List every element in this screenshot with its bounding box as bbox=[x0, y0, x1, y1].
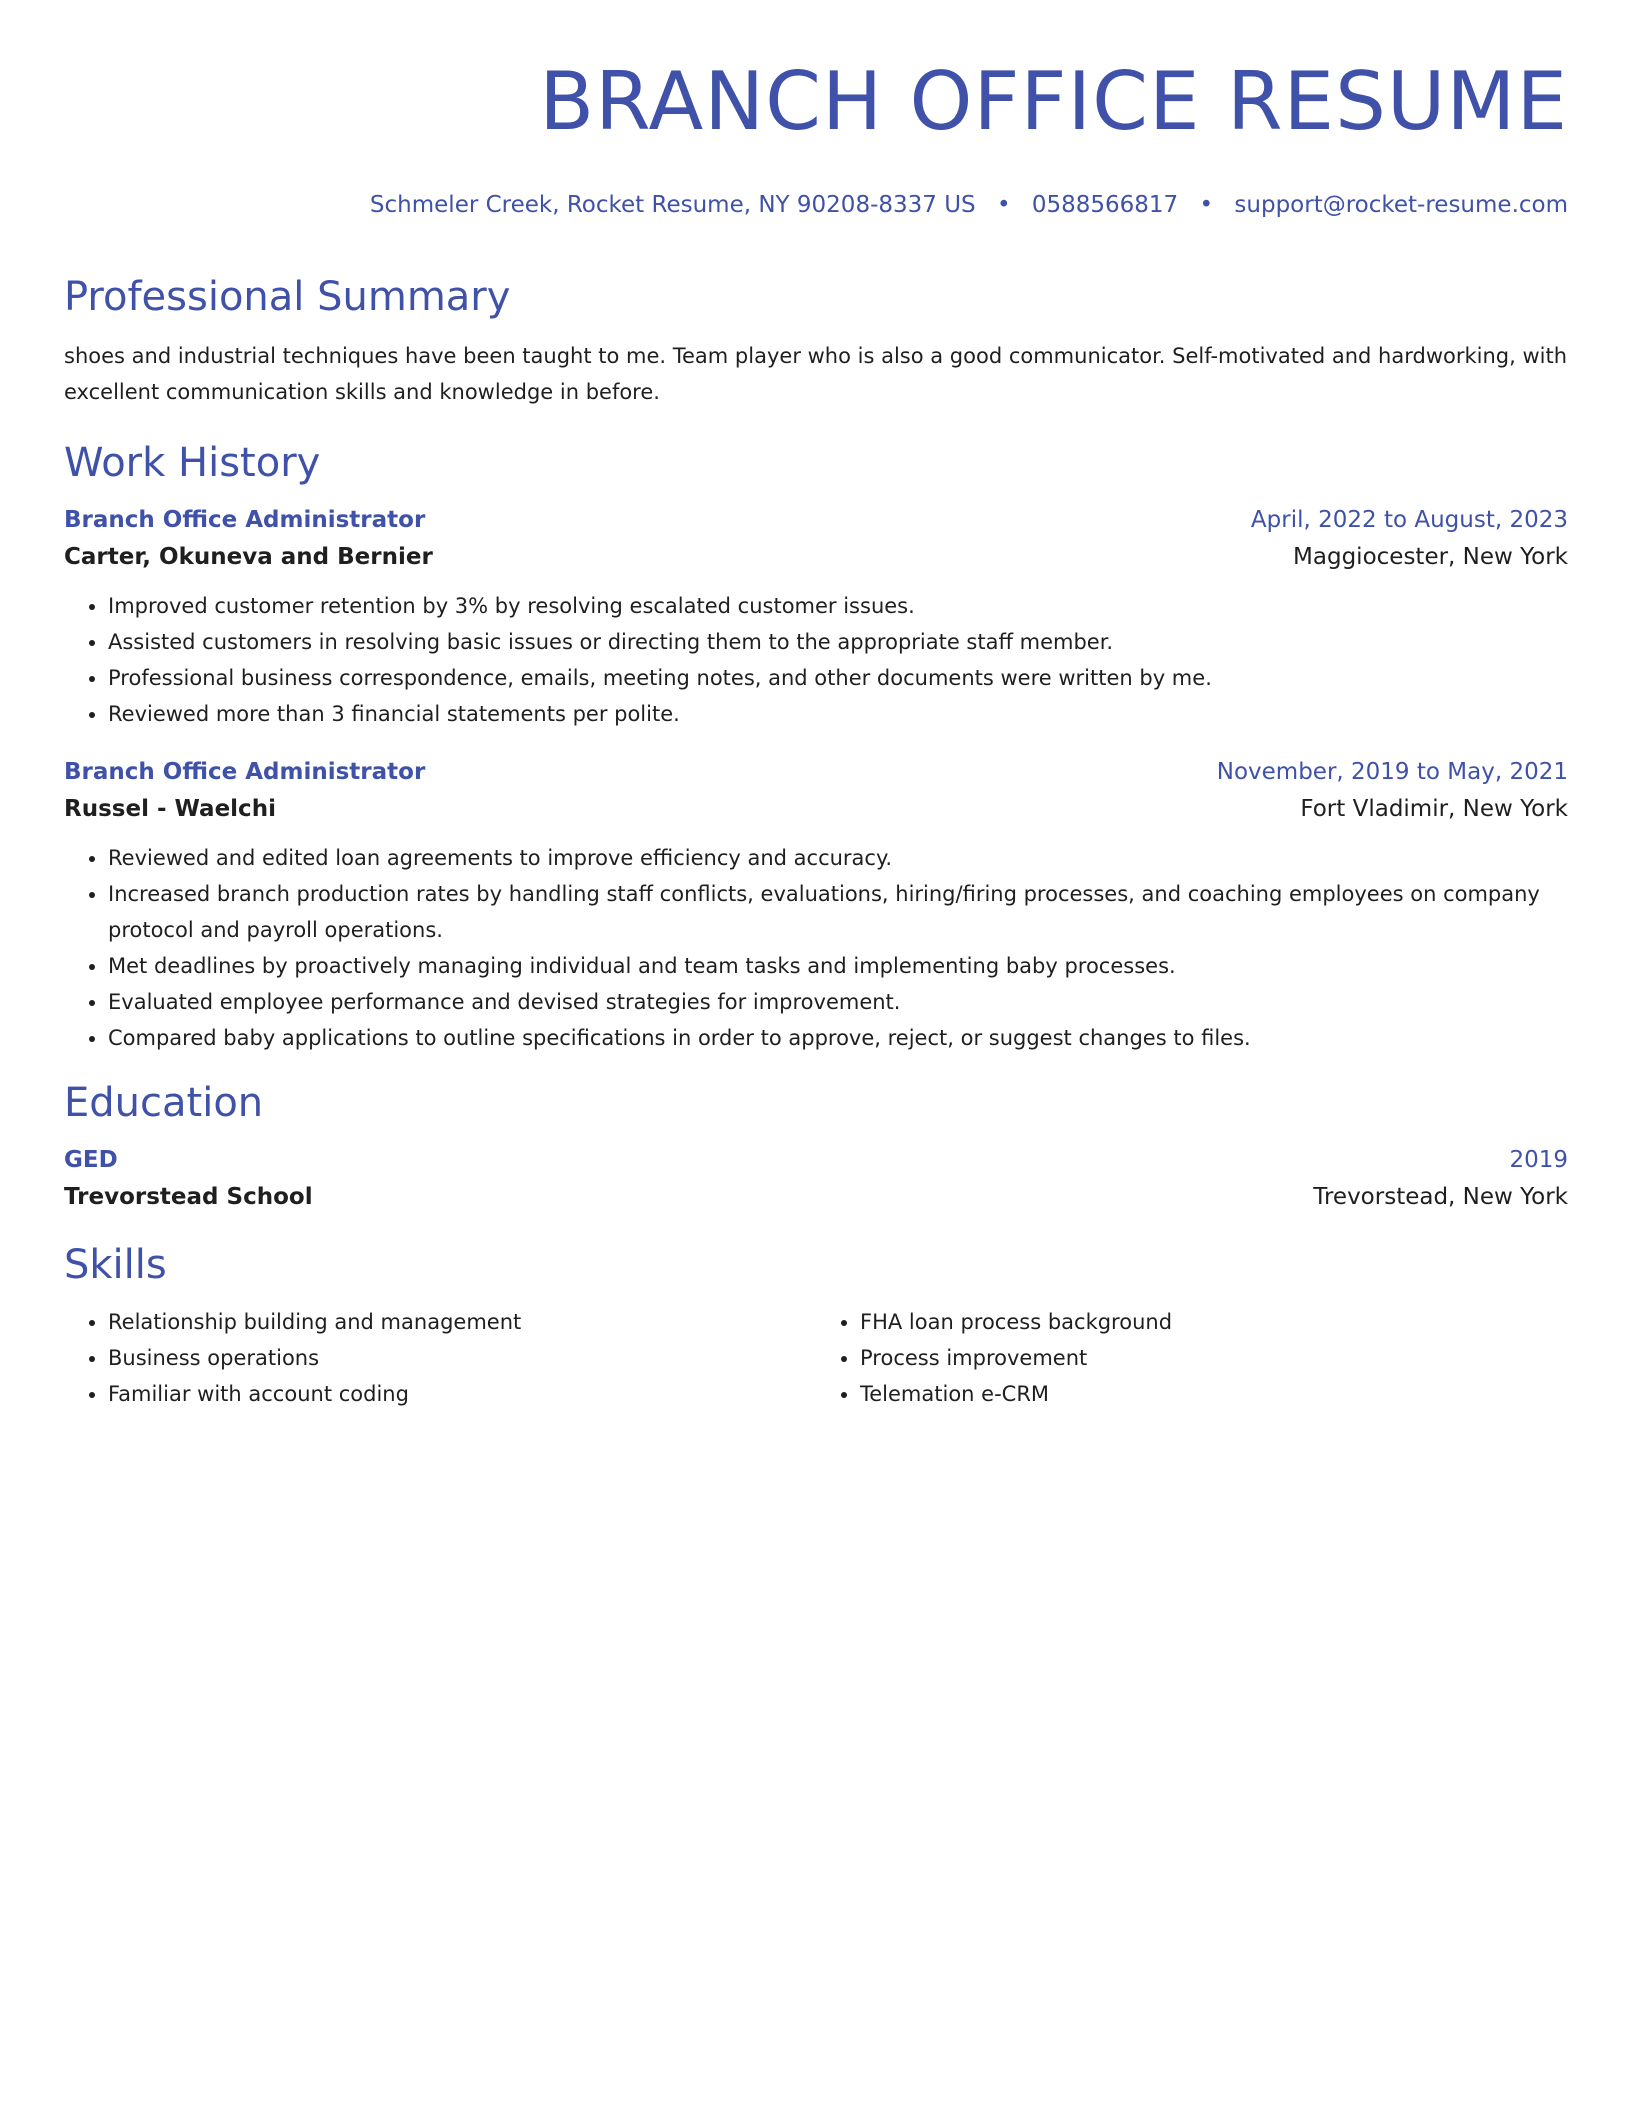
contact-line bbox=[64, 190, 1568, 220]
summary-heading: Professional Summary bbox=[64, 274, 511, 320]
job-location: Fort Vladimir, New York bbox=[1300, 796, 1568, 822]
summary-text: shoes and industrial techniques have been taught to me. Team player who is also a good communicator. Self-motivated and hardworking, with excellent communication skills and knowledge in before. bbox=[64, 344, 1568, 404]
job-bullet: • Increased branch production rates by handling staff conflicts, evaluations, hiring/firing processes, and coaching employees on company protocol and payroll operations. bbox=[108, 876, 1568, 948]
job-bullet: • Improved customer retention by 3% by resolving escalated customer issues. bbox=[108, 588, 1568, 624]
resume-title: BRANCH OFFICE RESUME bbox=[539, 55, 1568, 148]
job-bullets bbox=[64, 840, 1568, 1056]
job-company-row bbox=[64, 538, 1568, 576]
skills-column-left bbox=[64, 1304, 816, 1412]
education-degree: GED bbox=[64, 1147, 118, 1173]
job-bullet: • Professional business correspondence, emails, meeting notes, and other documents were written by me. bbox=[108, 660, 1568, 696]
education-header-row bbox=[64, 1142, 1568, 1178]
education-location: Trevorstead, New York bbox=[1313, 1184, 1568, 1210]
job-role: Branch Office Administrator bbox=[64, 507, 426, 533]
skill-item: • Telemation e-CRM bbox=[860, 1376, 1568, 1412]
job-bullet: • Assisted customers in resolving basic issues or directing them to the appropriate staff member. bbox=[108, 624, 1568, 660]
job-bullet: • Evaluated employee performance and devised strategies for improvement. bbox=[108, 984, 1568, 1020]
contact-email: support@rocket-resume.com bbox=[1234, 192, 1568, 218]
education-school-row bbox=[64, 1178, 1568, 1216]
contact-phone: 0588566817 bbox=[1031, 192, 1179, 218]
job-bullet: • Compared baby applications to outline specifications in order to approve, reject, or suggest changes to files. bbox=[108, 1020, 1568, 1056]
contact-address: Schmeler Creek, Rocket Resume, NY 90208-8337 US bbox=[369, 192, 976, 218]
job-company: Russel - Waelchi bbox=[64, 796, 276, 822]
job-dates: November, 2019 to May, 2021 bbox=[1216, 759, 1568, 785]
job-bullet: • Met deadlines by proactively managing individual and team tasks and implementing baby processes. bbox=[108, 948, 1568, 984]
work-history-heading: Work History bbox=[64, 440, 321, 486]
job-location: Maggiocester, New York bbox=[1293, 544, 1568, 570]
contact-separator: • bbox=[1199, 192, 1214, 218]
education-school: Trevorstead School bbox=[64, 1184, 313, 1210]
skill-item: • FHA loan process background bbox=[860, 1304, 1568, 1340]
job-company: Carter, Okuneva and Bernier bbox=[64, 544, 433, 570]
skill-item: • Relationship building and management bbox=[108, 1304, 816, 1340]
job-bullets bbox=[64, 588, 1568, 732]
education-year: 2019 bbox=[1509, 1147, 1568, 1173]
job-company-row bbox=[64, 790, 1568, 828]
job-dates: April, 2022 to August, 2023 bbox=[1250, 507, 1568, 533]
skill-item: • Business operations bbox=[108, 1340, 816, 1376]
job-header-row bbox=[64, 502, 1568, 538]
contact-separator: • bbox=[996, 192, 1011, 218]
skill-item: • Process improvement bbox=[860, 1340, 1568, 1376]
skills-heading: Skills bbox=[64, 1242, 167, 1288]
job-header-row bbox=[64, 754, 1568, 790]
job-bullet: • Reviewed more than 3 financial statements per polite. bbox=[108, 696, 1568, 732]
education-heading: Education bbox=[64, 1080, 264, 1126]
job-role: Branch Office Administrator bbox=[64, 759, 426, 785]
skills-column-right bbox=[816, 1304, 1568, 1412]
job-bullet: • Reviewed and edited loan agreements to improve efficiency and accuracy. bbox=[108, 840, 1568, 876]
education-entry bbox=[64, 1142, 1568, 1216]
job-entry bbox=[64, 754, 1568, 1056]
job-entry bbox=[64, 502, 1568, 732]
skill-item: • Familiar with account coding bbox=[108, 1376, 816, 1412]
skills-grid bbox=[64, 1304, 1568, 1412]
